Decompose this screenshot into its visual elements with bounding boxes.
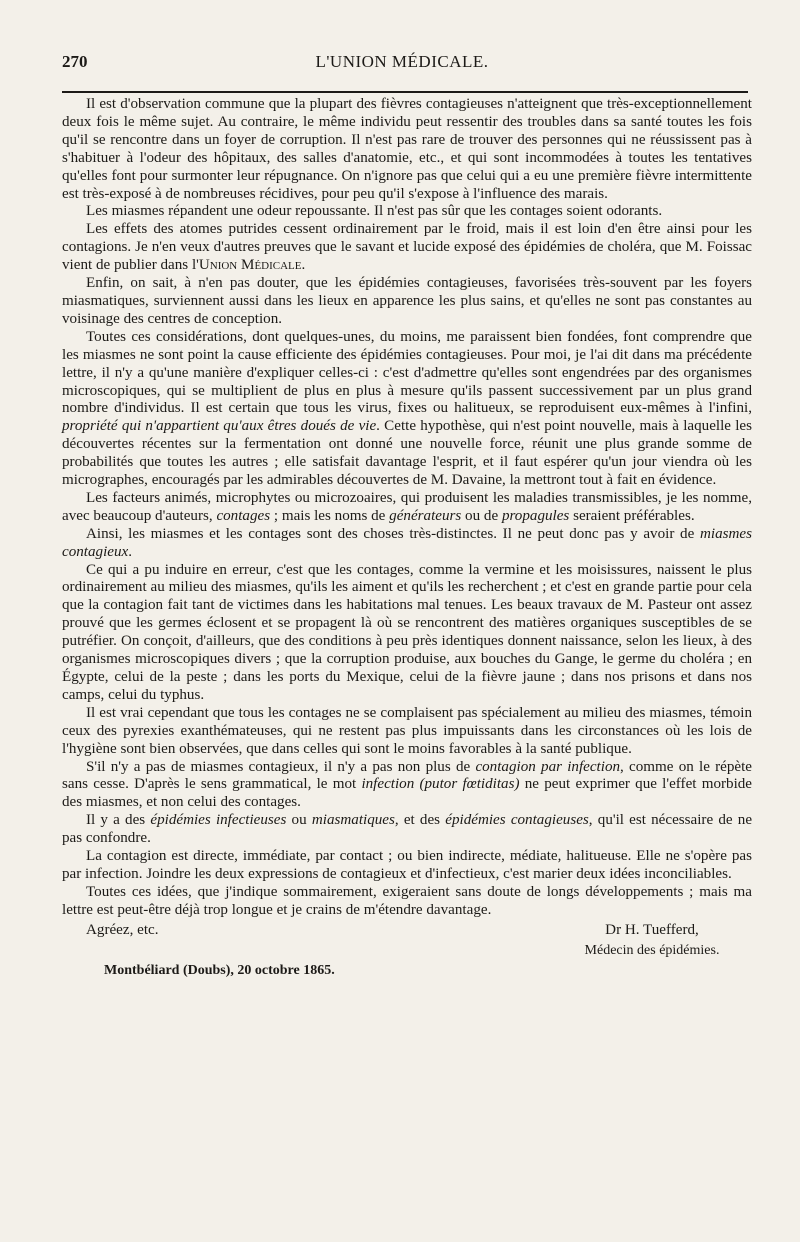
text-run: Enfin, on sait, à n'en pas douter, que les épidémies contagieuses, favorisées très-souvent par les foyers miasmatiques, surviennent aussi dans les lieux en apparence les plus sains, et qu'elles ne sont pas constantes au voisinage des centres de conception.: [62, 275, 752, 327]
paragraph: [62, 96, 752, 203]
paragraph: [62, 705, 752, 759]
paragraph: [62, 221, 752, 275]
paragraph: [62, 275, 752, 329]
paragraph: [62, 490, 752, 526]
text-run: Il y a des: [86, 812, 151, 829]
text-run: , et des: [394, 812, 446, 829]
text-run: , comme on le répète sans cesse. D'après le sens grammatical, le mot: [62, 758, 753, 793]
paragraph: [62, 759, 752, 813]
text-run: Les miasmes répandent une odeur repoussante. Il n'est pas sûr que les contages soient odorants.: [86, 203, 663, 220]
italic-text: générateurs: [389, 507, 462, 524]
article-body: [62, 96, 752, 982]
text-run: Il est vrai cependant que tous les contages ne se complaisent pas spécialement au milieu des miasmes, témoin ceux des pyrexies exanthémateuses, qui ne restent pas plus impuissants dans les circonstances où les lois de l'hygiène sont bien observées, que dans celles qui sont le moins favorables à la santé publique.: [62, 704, 752, 757]
signature: [552, 922, 752, 960]
paragraph: [62, 329, 752, 490]
italic-text: contagion par infection: [475, 758, 621, 775]
text-run: S'il n'y a pas de miasmes contagieux, il n'y a pas non plus de: [86, 758, 476, 775]
italic-text: propagules: [501, 507, 570, 524]
paragraph: [62, 884, 752, 920]
text-run: ne peut exprimer que l'effet morbide des miasmes, et non celui des contages.: [62, 776, 753, 811]
italic-text: épidémies infectieuses: [150, 812, 287, 829]
text-run: .: [128, 543, 133, 560]
paragraph: [62, 812, 752, 848]
paragraphs: [62, 96, 752, 920]
page-number: 270: [62, 52, 88, 71]
header-rule: [62, 91, 748, 93]
dateline: Montbéliard (Doubs), 20 octobre 1865.: [104, 962, 335, 978]
text-run: Toutes ces idées, que j'indique sommairement, exigeraient sans doute de longs développements ; mais ma lettre est peut-être déjà trop longue et je crains de m'étendre davantage.: [62, 883, 752, 918]
closing-block: [62, 922, 752, 982]
text-run: . Cette hypothèse, qui n'est point nouvelle, mais à laquelle les découvertes récentes sur la fermentation ont donné une nouvelle force, réunit une plus grande somme de probabilités que toutes les autres ; elle satisfait davantage l'esprit, et il faut espérer qu'un jour viendra où les micrographes, encouragés par les admirables découvertes de M. Davaine, la mettront tout à fait en évidence.: [62, 418, 752, 489]
paragraph: [62, 848, 752, 884]
text-run: Toutes ces considérations, dont quelques-unes, du moins, me paraissent bien fondées, font comprendre que les miasmes ne sont point la cause efficiente des épidémies contagieuses. Pour moi, je l'ai dit dans ma précédente lettre, il n'y a qu'une manière d'expliquer celles-ci : c'est d'admettre qu'elles sont engendrées par des organismes microscopiques, qui se multiplient de plus en plus à mesure qu'ils passent successivement par un plus grand nombre d'individus. Il est certain que tous les virus, fixes ou halitueux, se reproduisent eux-mêmes à l'infini,: [62, 328, 752, 417]
text-run: Ce qui a pu induire en erreur, c'est que les contages, comme la vermine et les moisissures, naissent le plus ordinairement au milieu des miasmes, qu'ils les aiment et qu'ils les recherchent ; et c'est en grande partie pour cela que la contagion fait tant de victimes dans les habitations mal tenues. Les beaux travaux de M. Pasteur ont assez prouvé que les germes éclosent et se propagent là où se rencontrent des matières organiques susceptibles de se putréfier. On conçoit, d'ailleurs, que des conditions à peu près identiques donnent naissance, selon les lieux, à des organismes microscopiques divers ; que la corruption produise, aux bouches du Gange, le germe du choléra ; en Égypte, celui de la peste ; dans les ports du Mexique, celui de la fièvre jaune ; dans nos prisons et dans nos camps, celui du typhus.: [62, 561, 752, 703]
italic-text: épidémies contagieuses: [445, 812, 589, 829]
italic-text: miasmes contagieux: [62, 525, 752, 560]
text-run: ou: [286, 812, 312, 829]
text-run: Il est d'observation commune que la plupart des fièvres contagieuses n'atteignent que très-exceptionnellement deux fois le même sujet. Au contraire, le même individu peut ressentir des troubles dans sa santé toutes les fois qu'il se rencontre dans un foyer de corruption. Il n'est pas rare de trouver des personnes qui ne réussissent pas à s'habituer à l'odeur des hôpitaux, des salles d'anatomie, etc., et qui sont incommodées à toutes les tentatives qu'elles font pour surmonter leur répugnance. On n'ignore pas que celui qui a eu une première fièvre intermittente est très-exposé à de nombreuses récidives, pour peu qu'il s'expose à l'influence des marais.: [62, 96, 752, 202]
small-caps-text: Union Médicale: [198, 257, 302, 274]
text-run: Les effets des atomes putrides cessent ordinairement par le froid, mais il est loin d'en être ainsi pour les contagions. Je n'en veux d'autres preuves que le savant et lucide exposé des épidémies de choléra, que M. Foissac vient de publier dans l': [62, 221, 752, 274]
italic-text: contages: [216, 507, 271, 524]
text-run: seraient préférables.: [569, 507, 695, 524]
text-run: ; mais les noms de: [270, 507, 390, 524]
paragraph: [62, 526, 752, 562]
text-run: ou de: [461, 507, 502, 524]
text-run: Ainsi, les miasmes et les contages sont des choses très-distinctes. Il ne peut donc pas y avoir de: [86, 525, 700, 542]
paragraph: [62, 562, 752, 705]
text-run: , qu'il est nécessaire de ne pas confondre.: [62, 812, 753, 847]
running-head: [62, 52, 742, 78]
text-run: Les facteurs animés, microphytes ou microzoaires, qui produisent les maladies transmissibles, je les nomme, avec beaucoup d'auteurs,: [62, 489, 752, 524]
italic-text: miasmatiques: [311, 812, 395, 829]
text-run: .: [301, 257, 306, 274]
closing-greeting: Agréez, etc.: [86, 921, 159, 938]
journal-title: L'UNION MÉDICALE.: [315, 52, 489, 71]
text-run: La contagion est directe, immédiate, par contact ; ou bien indirecte, médiate, halitueuse. Elle ne s'opère pas par infection. Joindre les deux expressions de contagieux et d'infectieux, c'est marier deux idées inconciliables.: [62, 848, 752, 882]
signature-name: Dr H. Tuefferd,: [605, 921, 699, 938]
italic-text: infection (putor fœtiditas): [361, 776, 520, 793]
paragraph: [62, 203, 752, 221]
italic-text: propriété qui n'appartient qu'aux êtres doués de vie: [62, 418, 377, 435]
signature-title: Médecin des épidémies.: [584, 942, 720, 958]
